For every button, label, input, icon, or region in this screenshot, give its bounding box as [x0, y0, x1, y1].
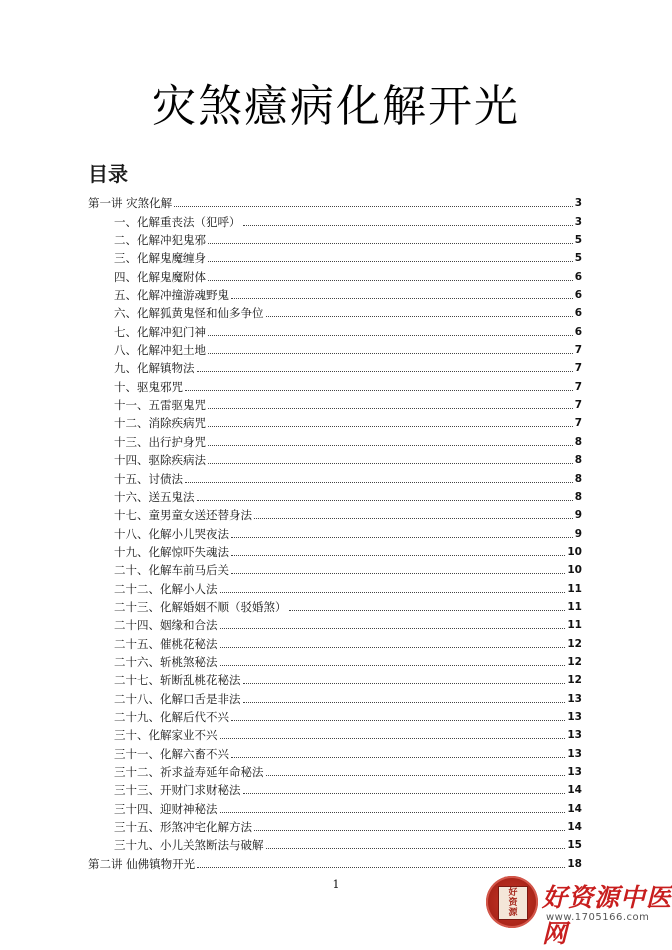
toc-entry-label: 三十、化解家业不兴 [114, 728, 218, 743]
toc-entry-page: 14 [567, 802, 582, 815]
toc-entry-label: 三十三、开财门求财秘法 [114, 783, 241, 798]
toc-leader-dots [231, 757, 565, 758]
toc-entry-label: 三十二、祈求益寿延年命秘法 [114, 765, 264, 779]
toc-leader-dots [185, 390, 573, 391]
seal-logo-icon [486, 876, 538, 928]
toc-entry-label: 二十二、化解小人法 [114, 581, 218, 596]
toc-entry[interactable] [88, 596, 582, 614]
toc-entry-label: 十一、五雷驱鬼咒 [114, 398, 206, 413]
toc-leader-dots [220, 812, 566, 813]
toc-entry-page: 3 [574, 197, 582, 210]
toc-entry-label: 七、化解冲犯门神 [114, 324, 206, 339]
toc-entry-label: 二十七、斩断乱桃花秘法 [114, 673, 241, 688]
toc-entry-label: 六、化解狐黄鬼怪和仙多争位 [114, 306, 264, 321]
toc-entry-page: 12 [567, 637, 582, 650]
toc-entry-label: 二、化解冲犯鬼邪 [114, 233, 206, 248]
toc-leader-dots [174, 206, 573, 207]
toc-entry-label: 三十一、化解六畜不兴 [114, 746, 229, 761]
seal-char: 资 [508, 898, 518, 908]
toc-entry[interactable] [88, 541, 582, 559]
toc-entry[interactable] [88, 504, 582, 522]
document-title: 灾煞癔病化解开光 [152, 81, 520, 132]
toc-entry-label: 第二讲 仙佛镇物开光 [88, 856, 196, 871]
toc-entry-label: 十四、驱除疾病法 [114, 453, 206, 468]
toc-entry-label: 十九、化解惊吓失魂法 [114, 544, 229, 559]
page-number: 1 [332, 878, 340, 891]
toc-entry-page: 13 [567, 692, 582, 705]
toc-entry[interactable] [88, 449, 582, 467]
toc-entry[interactable] [88, 522, 582, 540]
table-of-contents [88, 192, 582, 871]
toc-entry-page: 14 [567, 784, 582, 797]
toc-entry[interactable] [88, 394, 582, 412]
toc-leader-dots [197, 371, 573, 372]
toc-entry[interactable] [88, 816, 582, 834]
toc-entry-label: 十二、消除疾病咒 [114, 416, 206, 431]
toc-entry[interactable] [88, 852, 582, 870]
toc-entry-page: 13 [567, 766, 582, 778]
toc-entry-page: 12 [567, 655, 582, 668]
toc-leader-dots [254, 518, 573, 519]
toc-entry-label: 十五、讨债法 [114, 471, 183, 486]
toc-leader-dots [231, 537, 573, 538]
toc-entry-page: 7 [574, 417, 582, 430]
toc-entry-label: 五、化解冲撞游魂野鬼 [114, 288, 229, 303]
watermark-text: 好资源中医网 [542, 883, 672, 948]
toc-entry-label: 十八、化解小儿哭夜法 [114, 526, 229, 541]
toc-entry-label: 二十四、姻缘和合法 [114, 618, 218, 633]
toc-leader-dots [208, 280, 573, 281]
toc-leader-dots [243, 702, 566, 703]
toc-entry[interactable] [88, 577, 582, 595]
toc-leader-dots [231, 555, 565, 556]
toc-entry-page: 11 [567, 582, 582, 595]
toc-entry[interactable] [88, 265, 582, 283]
toc-entry-page: 10 [567, 564, 582, 577]
toc-entry[interactable] [88, 761, 582, 779]
watermark-url: www.1705166.com [546, 912, 650, 923]
toc-entry-page: 3 [574, 215, 582, 228]
toc-leader-dots [208, 463, 573, 464]
toc-entry-page: 11 [567, 619, 582, 632]
toc-leader-dots [243, 225, 573, 226]
toc-entry-page: 8 [574, 435, 582, 448]
toc-entry-page: 7 [574, 344, 582, 357]
toc-entry-label: 一、化解重丧法（犯呼） [114, 214, 241, 229]
toc-entry[interactable] [88, 247, 582, 265]
toc-entry-page: 6 [574, 270, 582, 283]
toc-entry-page: 8 [574, 490, 582, 503]
toc-entry[interactable] [88, 192, 582, 210]
toc-entry[interactable] [88, 210, 582, 228]
toc-leader-dots [220, 628, 566, 629]
toc-entry[interactable] [88, 302, 582, 320]
toc-entry[interactable] [88, 614, 582, 632]
toc-leader-dots [185, 482, 573, 483]
toc-entry-label: 十、驱鬼邪咒 [114, 379, 183, 394]
toc-entry[interactable] [88, 375, 582, 393]
toc-leader-dots [208, 353, 573, 354]
toc-entry-page: 15 [567, 839, 582, 852]
toc-entry[interactable] [88, 559, 582, 577]
toc-entry-page: 13 [567, 729, 582, 742]
toc-entry-label: 十六、送五鬼法 [114, 489, 195, 504]
toc-leader-dots [208, 243, 573, 244]
toc-entry-label: 二十五、催桃花秘法 [114, 636, 218, 651]
toc-leader-dots [208, 261, 573, 262]
toc-entry-page: 8 [574, 472, 582, 485]
toc-leader-dots [208, 335, 573, 336]
toc-entry-label: 八、化解冲犯土地 [114, 343, 206, 358]
toc-leader-dots [208, 408, 573, 409]
toc-entry-label: 三十五、形煞冲宅化解方法 [114, 820, 252, 835]
toc-leader-dots [208, 426, 573, 427]
toc-leader-dots [231, 298, 573, 299]
seal-inner [498, 886, 528, 920]
toc-entry[interactable] [88, 742, 582, 760]
toc-entry[interactable] [88, 724, 582, 742]
toc-leader-dots [208, 445, 573, 446]
toc-entry[interactable] [88, 467, 582, 485]
toc-entry-label: 二十六、斩桃煞秘法 [114, 654, 218, 669]
toc-entry-label: 三十四、迎财神秘法 [114, 801, 218, 816]
toc-leader-dots [266, 848, 566, 849]
toc-leader-dots [220, 738, 566, 739]
toc-entry-page: 7 [574, 380, 582, 393]
toc-leader-dots [266, 316, 573, 317]
toc-entry[interactable] [88, 284, 582, 302]
toc-entry-page: 6 [574, 289, 582, 302]
toc-entry-page: 13 [567, 710, 582, 723]
toc-entry[interactable] [88, 651, 582, 669]
toc-entry-label: 九、化解镇物法 [114, 361, 195, 376]
toc-entry-label: 第一讲 灾煞化解 [88, 196, 173, 211]
toc-entry-label: 四、化解鬼魔附体 [114, 269, 206, 284]
seal-char: 好 [508, 888, 518, 898]
toc-entry-label: 三十九、小儿关煞断法与破解 [114, 838, 264, 853]
toc-leader-dots [197, 500, 573, 501]
toc-entry[interactable] [88, 320, 582, 338]
toc-leader-dots [220, 592, 566, 593]
toc-leader-dots [220, 665, 566, 666]
toc-leader-dots [197, 867, 565, 868]
toc-entry[interactable] [88, 706, 582, 724]
seal-char: 源 [508, 908, 518, 918]
toc-entry[interactable] [88, 632, 582, 650]
toc-entry-page: 9 [574, 527, 582, 540]
toc-entry[interactable] [88, 412, 582, 430]
toc-entry[interactable] [88, 339, 582, 357]
toc-entry-label: 二十八、化解口舌是非法 [114, 691, 241, 706]
toc-leader-dots [266, 775, 566, 776]
toc-entry[interactable] [88, 357, 582, 375]
toc-entry-label: 十七、童男童女送还替身法 [114, 508, 252, 523]
toc-entry[interactable] [88, 834, 582, 852]
toc-entry-page: 7 [574, 362, 582, 375]
toc-leader-dots [254, 830, 565, 831]
toc-leader-dots [231, 720, 565, 721]
toc-entry[interactable] [88, 229, 582, 247]
toc-entry-label: 十三、出行护身咒 [114, 434, 206, 449]
toc-entry-page: 11 [567, 600, 582, 613]
toc-entry[interactable] [88, 430, 582, 448]
toc-entry[interactable] [88, 669, 582, 687]
toc-leader-dots [289, 610, 566, 611]
toc-entry[interactable] [88, 797, 582, 815]
toc-entry-page: 13 [567, 747, 582, 760]
toc-entry-page: 10 [567, 545, 582, 558]
toc-entry[interactable] [88, 687, 582, 705]
toc-entry-page: 5 [574, 252, 582, 265]
toc-entry-page: 8 [574, 454, 582, 467]
toc-entry-page: 5 [574, 234, 582, 247]
toc-entry[interactable] [88, 486, 582, 504]
toc-entry[interactable] [88, 779, 582, 797]
toc-leader-dots [220, 647, 566, 648]
toc-entry-page: 18 [567, 857, 582, 870]
toc-leader-dots [243, 683, 566, 684]
toc-entry-label: 二十九、化解后代不兴 [114, 709, 229, 724]
toc-heading: 目录 [88, 162, 128, 186]
toc-entry-label: 三、化解鬼魔缠身 [114, 251, 206, 266]
toc-entry-page: 14 [567, 821, 582, 834]
toc-entry-page: 7 [574, 399, 582, 412]
toc-entry-page: 6 [574, 325, 582, 338]
toc-entry-label: 二十、化解车前马后关 [114, 563, 229, 578]
toc-entry-page: 6 [574, 307, 582, 320]
toc-leader-dots [243, 793, 566, 794]
toc-entry-label: 二十三、化解婚姻不顺（驳婚煞） [114, 599, 287, 614]
toc-leader-dots [231, 573, 565, 574]
watermark [482, 872, 672, 948]
toc-entry-page: 9 [574, 509, 582, 522]
toc-entry-page: 12 [567, 674, 582, 687]
